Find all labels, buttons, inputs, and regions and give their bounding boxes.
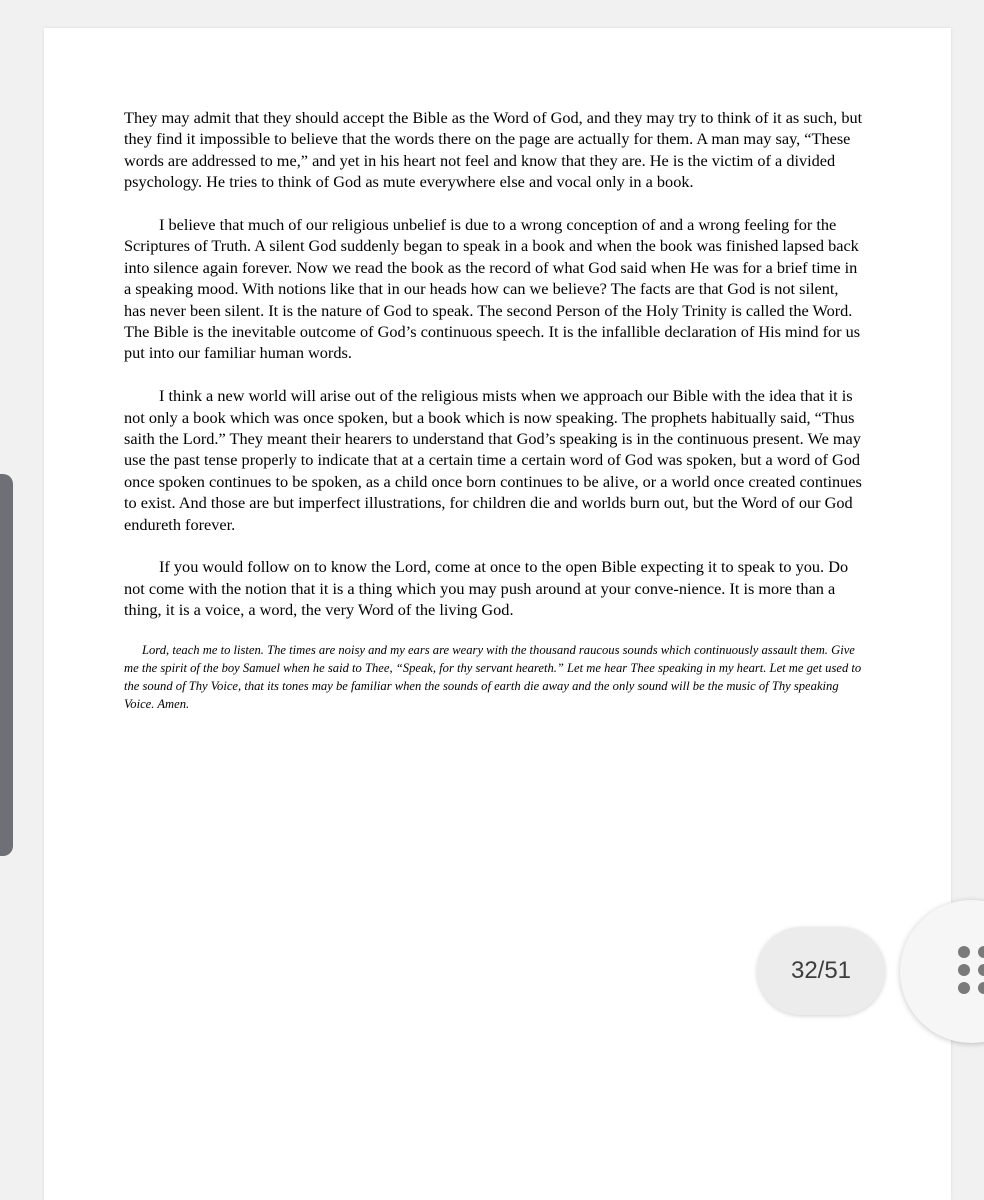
paragraph-4: If you would follow on to know the Lord, come at once to the open Bible expecting it to speak to you. Do not come with the notion that it is a thing which you may push around at your conve-nience. It is more than a thing, it is a voice, a word, the very Word of the living God. <box>124 557 849 620</box>
page-text <box>124 107 864 713</box>
paragraph-3: I think a new world will arise out of the religious mists when we approach our Bible with the idea that it is not only a book which was once spoken, but a book which is now speaking. The prophets habitually said, “Thus saith the Lord.” They meant their hearers to understand that God’s speaking is in the continuous present. We may use the past tense properly to indicate that at a certain time a certain word of God was spoken, but a word of God once spoken continues to be spoken, as a child once born continues to be alive, or a world once created continues to exist. And those are but imperfect illustrations, for children die and worlds burn out, but the Word of our God endureth forever. <box>124 386 862 534</box>
side-panel-handle[interactable] <box>0 474 13 856</box>
paragraph-1: They may admit that they should accept the Bible as the Word of God, and they may try to think of it as such, but they find it impossible to believe that the words there on the page are actually for them. A man may say, “These words are addressed to me,” and yet in his heart not feel and know that they are. He is the victim of a divided psychology. He tries to think of God as mute everywhere else and vocal only in a book. <box>124 108 863 192</box>
document-page <box>44 28 951 1200</box>
paragraph-2: I believe that much of our religious unbelief is due to a wrong conception of and a wrong feeling for the Scriptures of Truth. A silent God suddenly began to speak in a book and when the book was finished lapsed back into silence again forever. Now we read the book as the record of what God said when He was for a brief time in a speaking mood. With notions like that in our heads how can we believe? The facts are that God is not silent, has never been silent. It is the nature of God to speak. The second Person of the Holy Trinity is called the Word. The Bible is the inevitable outcome of God’s continuous speech. It is the infallible declaration of His mind for us put into our familiar human words. <box>124 215 861 363</box>
page-indicator[interactable] <box>757 927 885 1015</box>
dots-grid-icon <box>958 946 984 1006</box>
closing-prayer: Lord, teach me to listen. The times are noisy and my ears are weary with the thousand raucous sounds which continuously assault them. Give me the spirit of the boy Samuel when he said to Thee, “Speak, for thy servant heareth.” Let me hear Thee speaking in my heart. Let me get used to the sound of Thy Voice, that its tones may be familiar when the sounds of earth die away and the only sound will be the music of Thy speaking Voice. Amen. <box>124 642 862 711</box>
page-indicator-label: 32/51 <box>790 957 852 984</box>
